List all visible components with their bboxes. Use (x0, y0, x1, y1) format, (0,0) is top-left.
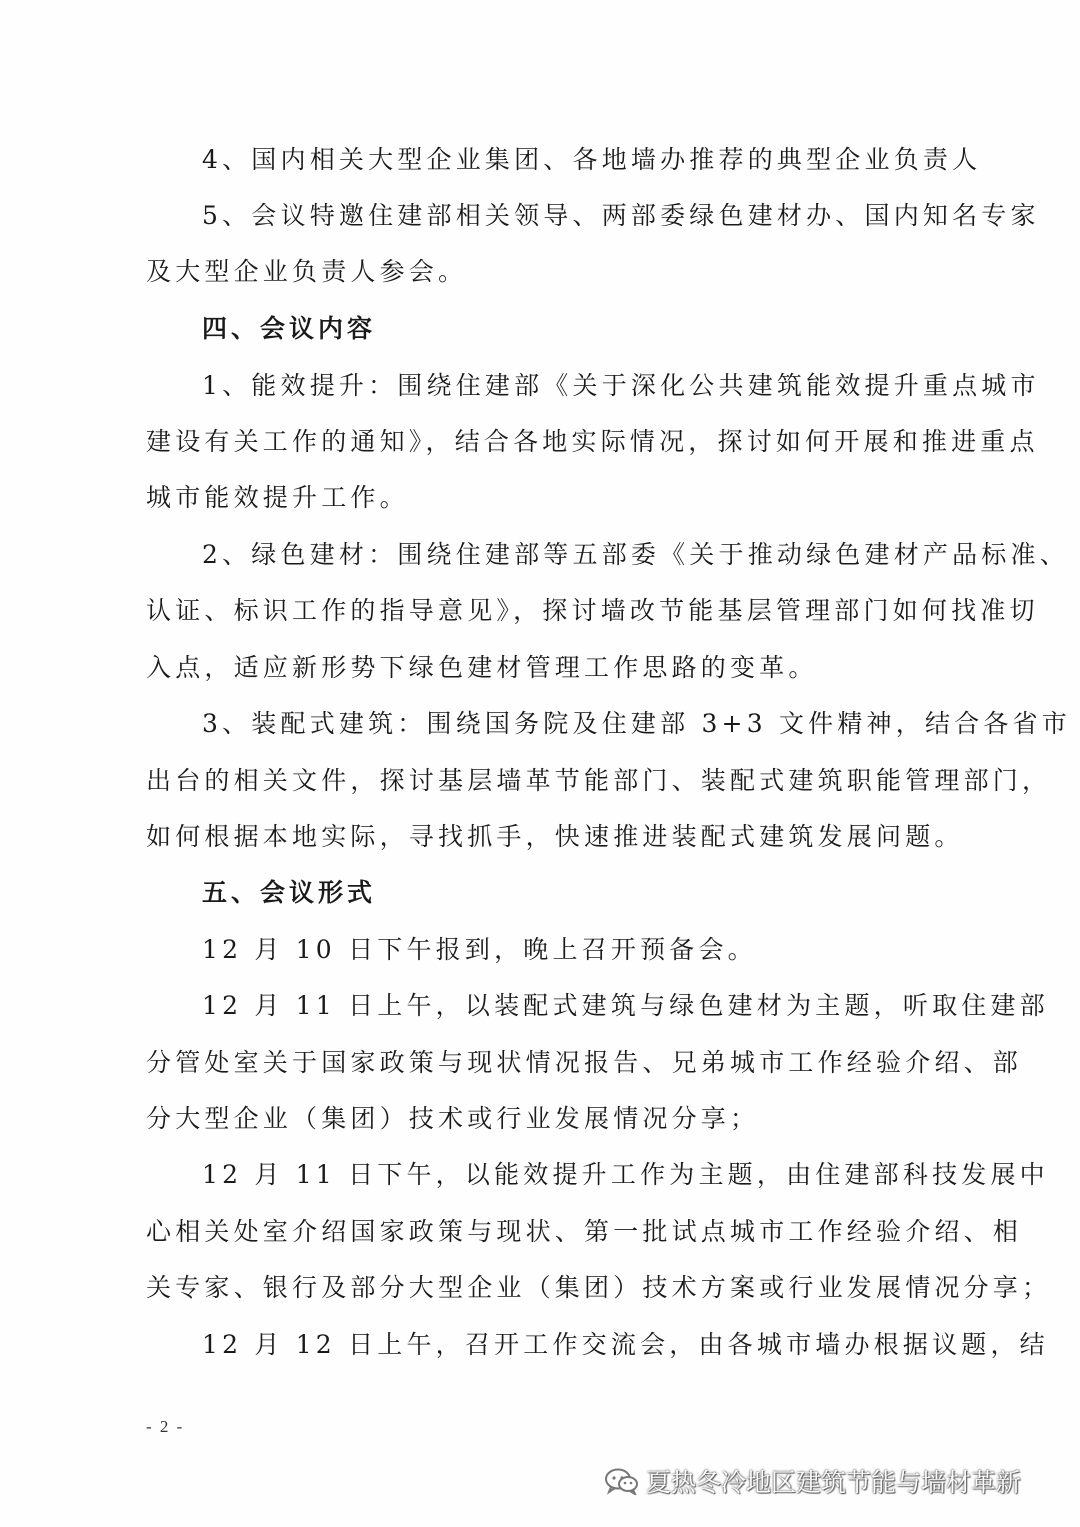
text-line: 12 月 10 日下午报到，晚上召开预备会。 (202, 935, 757, 964)
text-line: 1、能效提升：围绕住建部《关于深化公共建筑能效提升重点城市 (202, 371, 1040, 400)
wechat-icon (604, 1467, 640, 1495)
text-line: 12 月 11 日下午，以能效提升工作为主题，由住建部科技发展中 (202, 1160, 1049, 1189)
text-line: 关专家、银行及部分大型企业（集团）技术方案或行业发展情况分享； (146, 1273, 1052, 1302)
text-line: 如何根据本地实际，寻找抓手，快速推进装配式建筑发展问题。 (146, 822, 964, 851)
text-line: 入点，适应新形势下绿色建材管理工作思路的变革。 (146, 653, 818, 682)
text-line: 分管处室关于国家政策与现状情况报告、兄弟城市工作经验介绍、部 (146, 1048, 1023, 1077)
text-line: 3、装配式建筑：围绕国务院及住建部 3+3 文件精神，结合各省市 (202, 709, 1071, 738)
text-line: 建设有关工作的通知》，结合各地实际情况，探讨如何开展和推进重点 (146, 427, 1039, 456)
text-line: 认证、标识工作的指导意见》，探讨墙改节能基层管理部门如何找准切 (146, 596, 1039, 625)
page-number: - 2 - (146, 1417, 185, 1436)
text-line: 2、绿色建材：围绕住建部等五部委《关于推动绿色建材产品标准、 (202, 540, 1069, 569)
section-heading: 五、会议形式 (202, 878, 377, 907)
text-line: 4、国内相关大型企业集团、各地墙办推荐的典型企业负责人 (202, 145, 982, 174)
text-line: 12 月 11 日上午，以装配式建筑与绿色建材为主题，听取住建部 (202, 991, 1049, 1020)
text-line: 心相关处室介绍国家政策与现状、第一批试点城市工作经验介绍、相 (146, 1217, 1023, 1246)
text-line: 城市能效提升工作。 (146, 483, 409, 512)
text-line: 5、会议特邀住建部相关领导、两部委绿色建材办、国内知名专家 (202, 201, 1040, 230)
section-heading: 四、会议内容 (202, 314, 377, 343)
text-line: 12 月 12 日上午，召开工作交流会，由各城市墙办根据议题，结 (202, 1330, 1049, 1359)
text-line: 出台的相关文件，探讨基层墙革节能部门、装配式建筑职能管理部门， (146, 766, 1052, 795)
wechat-watermark (604, 1463, 1021, 1499)
text-line: 及大型企业负责人参会。 (146, 257, 468, 286)
text-line: 分大型企业（集团）技术或行业发展情况分享； (146, 1104, 760, 1133)
watermark-text: 夏热冬冷地区建筑节能与墙材革新 (646, 1468, 1022, 1497)
